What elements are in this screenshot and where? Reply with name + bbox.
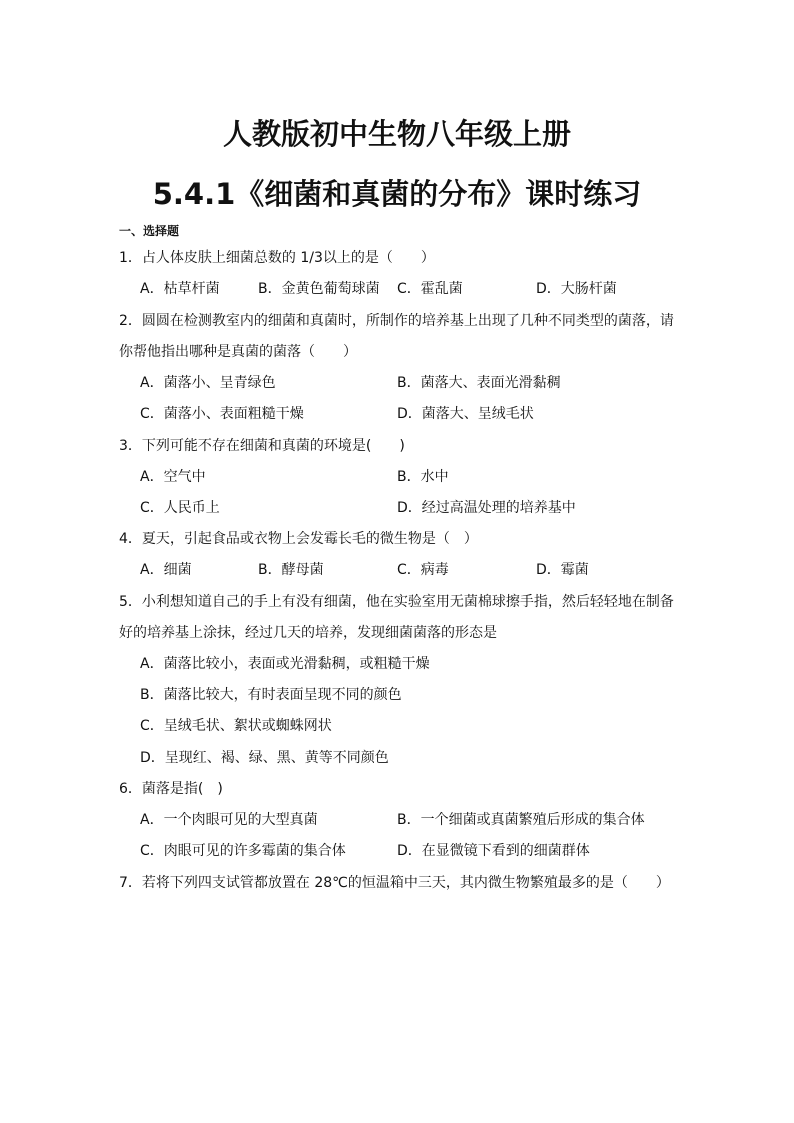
question-1-option-c: C．霍乱菌 [397, 281, 463, 297]
question-3-option-a: A．空气中 [140, 469, 206, 485]
question-4-option-a: A．细菌 [140, 562, 192, 578]
question-3-option-b: B．水中 [397, 469, 449, 485]
question-1-option-d: D．大肠杆菌 [536, 281, 617, 297]
question-6-option-c: C．肉眼可见的许多霉菌的集合体 [140, 843, 346, 859]
question-3-option-d: D．经过高温处理的培养基中 [397, 500, 576, 516]
question-2-stem: 2．圆圆在检测教室内的细菌和真菌时，所制作的培养基上出现了几种不同类型的菌落，请 [119, 313, 674, 329]
question-5-option-c: C．呈绒毛状、絮状或蜘蛛网状 [140, 718, 332, 734]
question-1-option-a: A．枯草杆菌 [140, 281, 220, 297]
question-3-stem: 3．下列可能不存在细菌和真菌的环境是( ) [119, 438, 405, 454]
question-5-stem: 5．小利想知道自己的手上有没有细菌，他在实验室用无菌棉球擦手指，然后轻轻地在制备 [119, 594, 674, 610]
question-6-stem: 6．菌落是指( ) [119, 781, 223, 797]
question-1-option-b: B．金黄色葡萄球菌 [258, 281, 380, 297]
question-2-option-b: B．菌落大、表面光滑黏稠 [397, 375, 561, 391]
question-3-option-c: C．人民币上 [140, 500, 220, 516]
question-2-option-a: A．菌落小、呈青绿色 [140, 375, 276, 391]
question-2-option-d: D．菌落大、呈绒毛状 [397, 406, 534, 422]
question-2-stem-cont: 你帮他指出哪种是真菌的菌落（ ） [119, 344, 357, 360]
question-4-option-b: B．酵母菌 [258, 562, 324, 578]
question-6-option-d: D．在显微镜下看到的细菌群体 [397, 843, 590, 859]
document-subtitle: 5.4.1《细菌和真菌的分布》课时练习 [152, 177, 642, 211]
question-6-option-b: B．一个细菌或真菌繁殖后形成的集合体 [397, 812, 645, 828]
question-1-stem: 1．占人体皮肤上细菌总数的 1/3以上的是（ ） [119, 250, 435, 266]
question-5-option-b: B．菌落比较大，有时表面呈现不同的颜色 [140, 687, 402, 703]
question-5-option-d: D．呈现红、褐、绿、黑、黄等不同颜色 [140, 750, 389, 766]
section-heading: 一、选择题 [119, 224, 180, 238]
question-5-option-a: A．菌落比较小，表面或光滑黏稠，或粗糙干燥 [140, 656, 430, 672]
document-title: 人教版初中生物八年级上册 [222, 117, 571, 151]
question-7-stem: 7．若将下列四支试管都放置在 28℃的恒温箱中三天，其内微生物繁殖最多的是（ ） [119, 875, 670, 891]
question-5-stem-cont: 好的培养基上涂抹，经过几天的培养，发现细菌菌落的形态是 [119, 625, 497, 641]
question-6-option-a: A．一个肉眼可见的大型真菌 [140, 812, 318, 828]
question-2-option-c: C．菌落小、表面粗糙干燥 [140, 406, 304, 422]
question-4-option-c: C．病毒 [397, 562, 449, 578]
question-4-stem: 4．夏天，引起食品或衣物上会发霉长毛的微生物是（ ） [119, 531, 478, 547]
question-4-option-d: D．霉菌 [536, 562, 589, 578]
